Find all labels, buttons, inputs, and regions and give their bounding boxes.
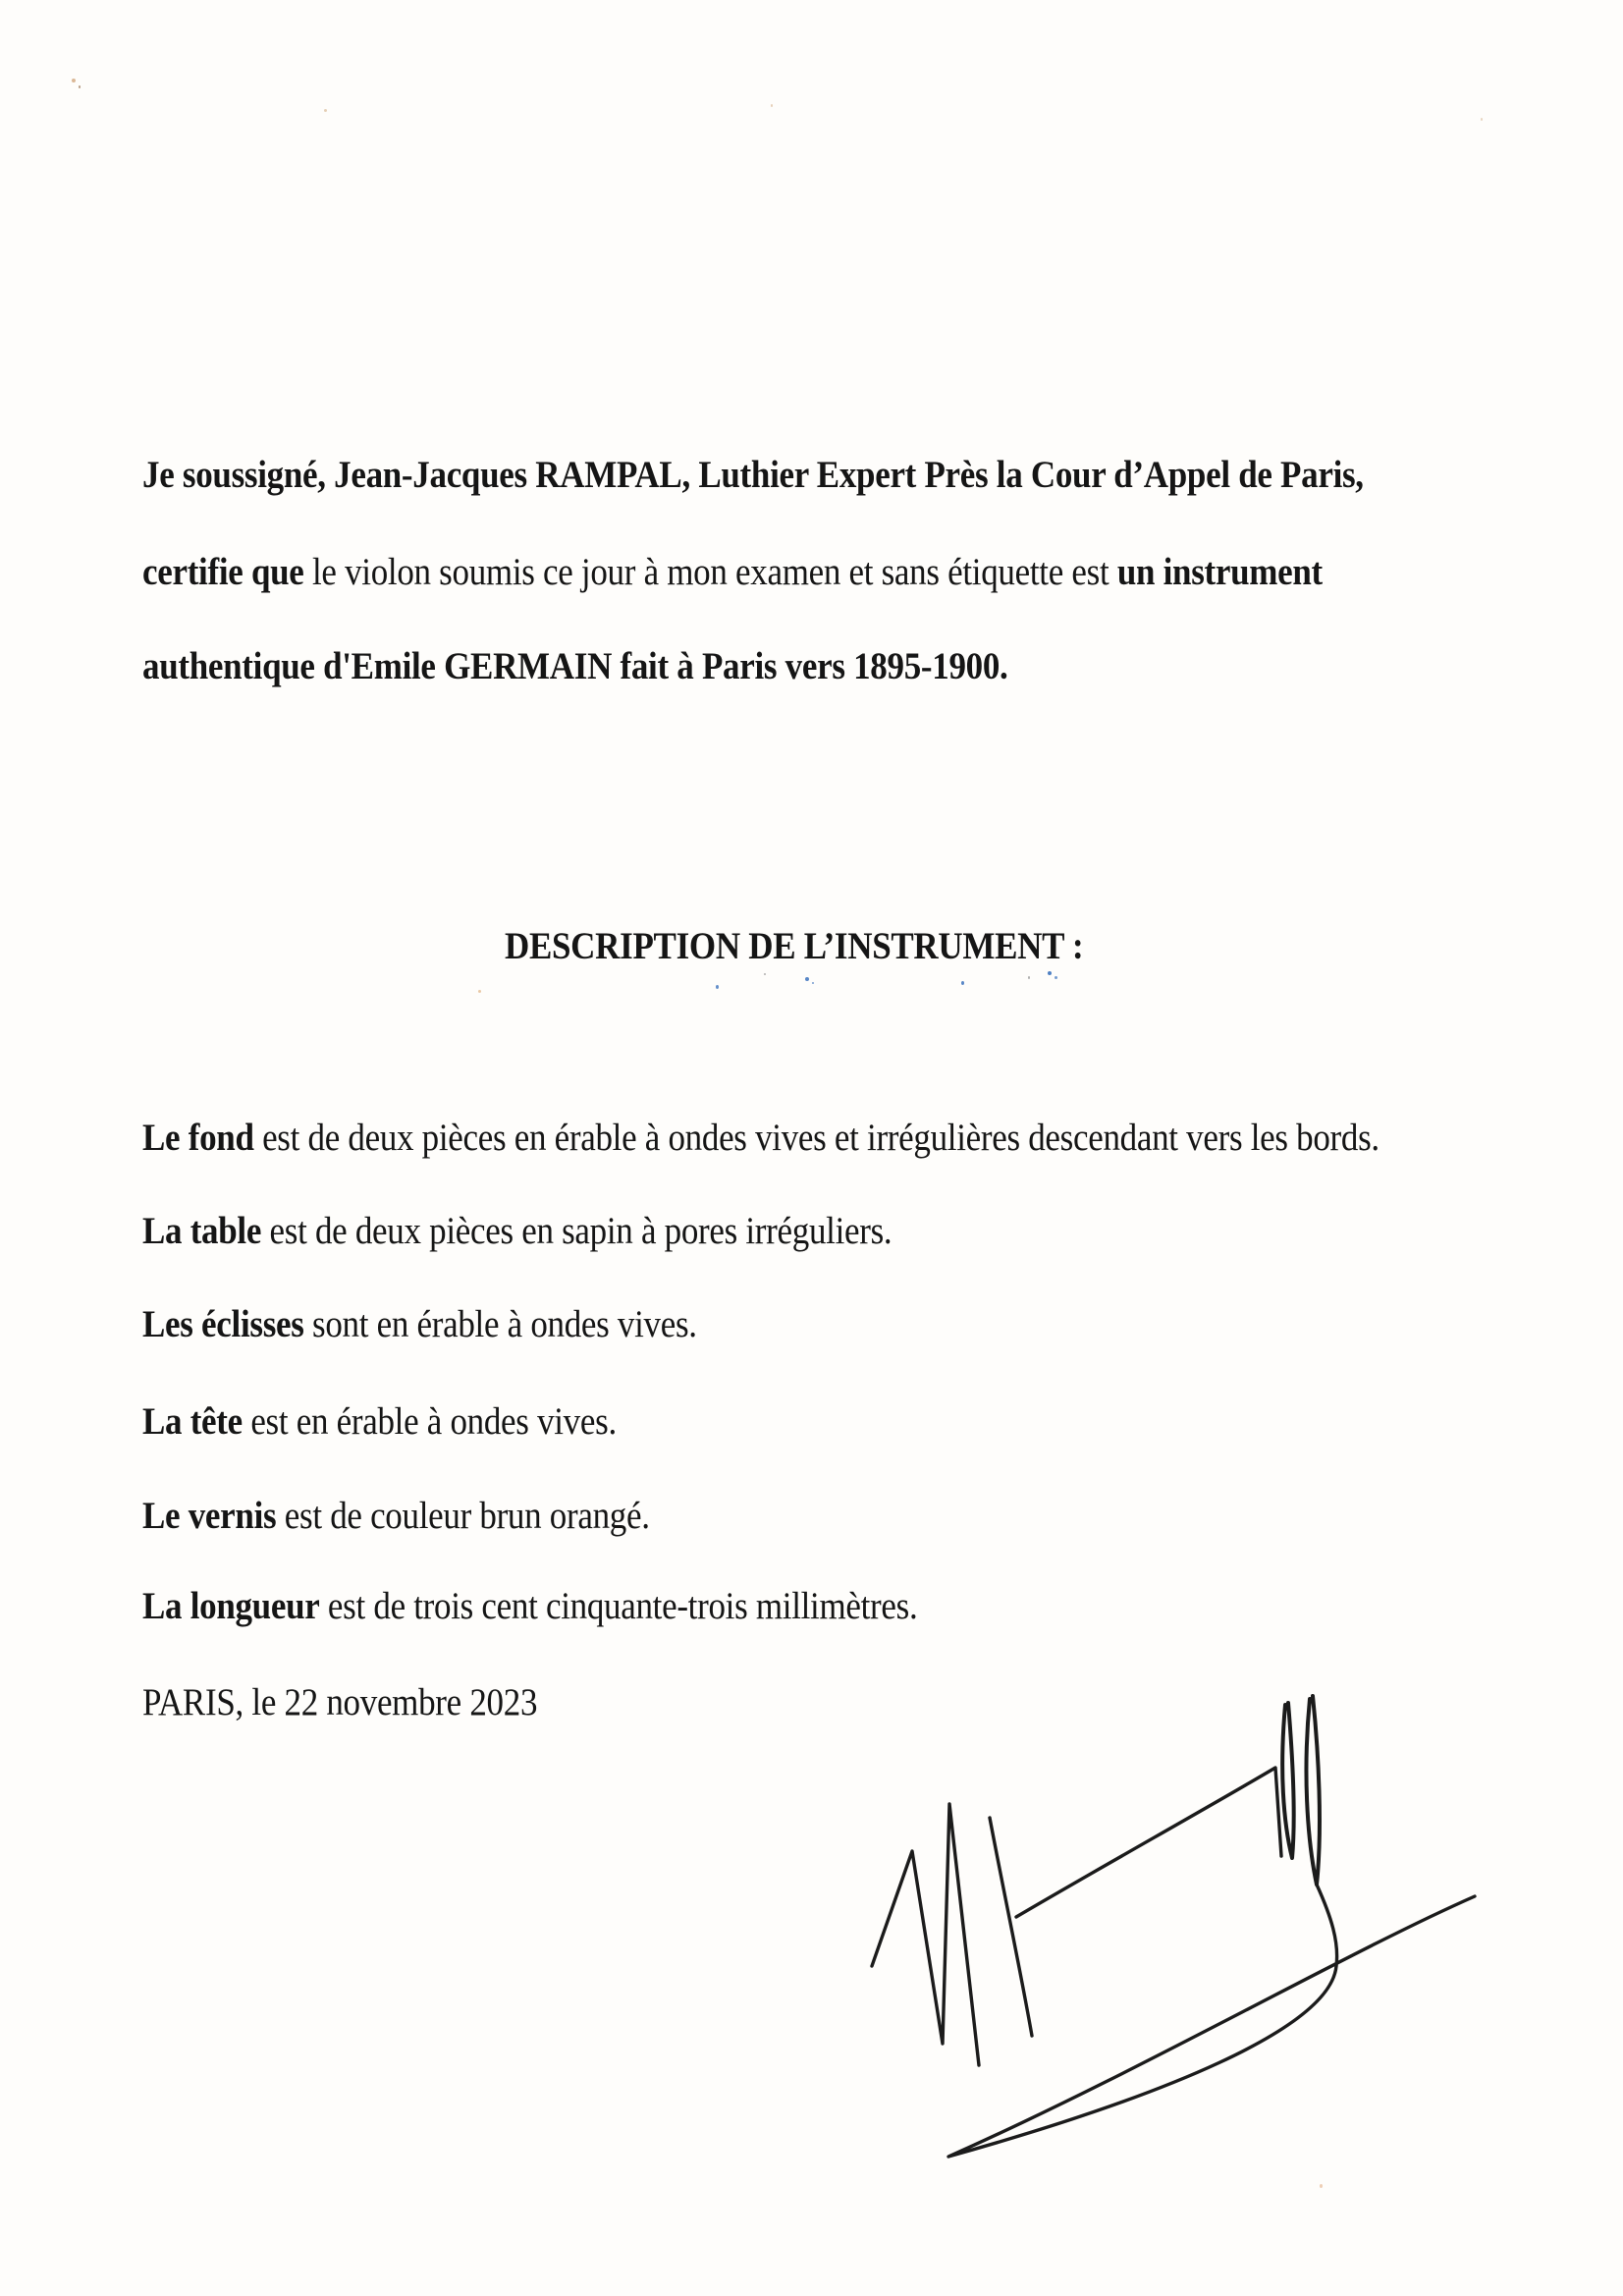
bold-text-segment: Je soussigné, Jean-Jacques RAMPAL, Luthier Expert Près la Cour d’Appel de Paris, [142, 453, 1364, 496]
text-segment: est de couleur brun orangé. [276, 1494, 650, 1537]
ink-speck [716, 985, 719, 989]
ink-speck [812, 982, 814, 984]
scan-speck [72, 79, 76, 82]
bold-text-segment: authentique d'Emile GERMAIN fait à Paris vers 1895-1900. [142, 644, 1008, 687]
scan-speck [1320, 2184, 1323, 2188]
bold-text-segment: Le fond [142, 1116, 254, 1159]
bold-text-segment: La table [142, 1209, 262, 1252]
date-line [142, 1679, 537, 1725]
scan-speck [79, 85, 81, 88]
description-line-vernis [142, 1493, 650, 1539]
ink-speck [1028, 976, 1030, 979]
ink-speck [1055, 976, 1057, 979]
intro-line-3 [142, 643, 1008, 689]
text-segment: est de deux pièces en sapin à pores irréguliers. [261, 1209, 893, 1252]
ink-speck [764, 973, 766, 975]
description-line-tete [142, 1398, 617, 1445]
description-line-longueur [142, 1583, 917, 1629]
text-segment: PARIS, le 22 novembre 2023 [142, 1680, 538, 1723]
bold-text-segment: Le vernis [142, 1494, 277, 1537]
bold-text-segment: Les éclisses [142, 1302, 304, 1345]
scan-speck [1481, 118, 1483, 121]
text-segment: le violon soumis ce jour à mon examen et sans étiquette est [311, 550, 1117, 593]
text-segment: est de deux pièces en érable à ondes vives et irrégulières descendant vers les bords. [253, 1116, 1380, 1159]
section-heading: DESCRIPTION DE L’INSTRUMENT : [505, 924, 1084, 967]
bold-text-segment: certifie que [142, 550, 312, 593]
text-segment: est en érable à ondes vives. [242, 1399, 617, 1443]
bold-text-segment: La longueur [142, 1584, 320, 1627]
scan-speck [478, 990, 481, 993]
description-line-eclisses [142, 1301, 697, 1347]
intro-line-1 [142, 452, 1364, 498]
ink-speck [1048, 971, 1052, 975]
ink-speck [805, 977, 809, 981]
text-segment: est de trois cent cinquante-trois millimètres. [319, 1584, 918, 1627]
ink-speck [961, 981, 964, 985]
scan-speck [324, 109, 327, 112]
bold-text-segment: La tête [142, 1399, 243, 1443]
scan-speck [771, 104, 773, 107]
bold-text-segment: un instrument [1116, 550, 1323, 593]
text-segment: sont en érable à ondes vives. [303, 1302, 697, 1345]
description-line-fond [142, 1115, 1380, 1161]
description-line-table [142, 1208, 892, 1254]
intro-line-2 [142, 549, 1323, 595]
